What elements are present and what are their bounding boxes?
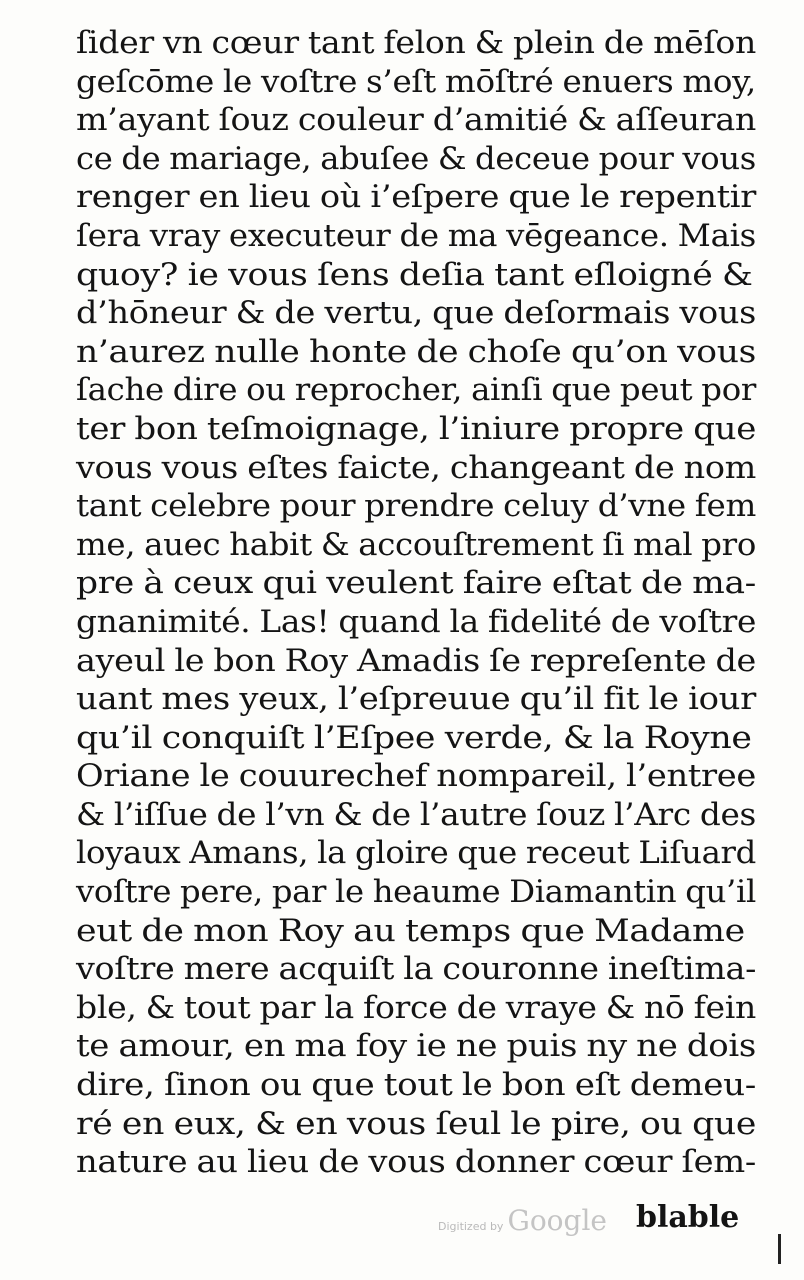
text-line: me, auec habit & accouſtrement ſi mal pro [76,526,757,563]
text-line: tant celebre pour prendre celuy d’vne fem [76,488,756,525]
text-line: gnanimité. Las! quand la fidelité de voſtre [76,603,757,640]
text-line: ter bon teſmoignage, l’iniure propre que [76,410,756,447]
text-line: nature au lieu de vous donner cœur ſem- [76,1144,757,1181]
text-line: te amour, en ma foy ie ne puis ny ne dois [76,1028,756,1065]
google-logo: Google [507,1204,607,1237]
text-line: renger en lieu où i’eſpere que le repentir [76,179,756,216]
text-line: ayeul le bon Roy Amadis ſe repreſente de [76,642,757,679]
text-line: ſider vn cœur tant felon & plein de mēſon [76,25,757,61]
text-line: uant mes yeux, l’eſpreuue qu’il fit le iour [76,681,756,718]
text-line: ſache dire ou reprocher, ainſi que peut por [76,372,757,409]
text-line: quoy? ie vous ſens deſia tant eſloigné & [76,256,753,293]
text-line: ſera vray executeur de ma vēgeance. Mais [76,217,756,254]
running-head [220,0,600,12]
text-line: ce de mariage, abuſee & deceue pour vous [76,140,757,177]
text-line: ré en eux, & en vous ſeul le pire, ou que [76,1105,757,1142]
text-line: eut de mon Roy au temps que Madame [76,912,745,949]
text-line: dire, ſinon ou que tout le bon eſt demeu- [76,1067,757,1104]
text-line: voſtre mere acquiſt la couronne ineſtima- [76,951,757,988]
text-line: d’hōneur & de vertu, que deſormais vous [76,295,757,332]
watermark-prefix: Digitized by [438,1220,504,1233]
text-line: pre à ceux qui veulent faire eſtat de ma- [76,565,756,602]
catchword: blable [636,1200,740,1235]
text-line: & l’iſſue de l’vn & de l’autre ſouz l’Arc des [76,796,756,833]
digitized-watermark [438,1204,607,1237]
text-line: Oriane le couurechef nompareil, l’entree [76,758,756,795]
text-line: vous vous eſtes faicte, changeant de nom [76,449,756,486]
text-line: m’ayant ſouz couleur d’amitié & aſſeuran [76,102,757,139]
margin-rule [778,1234,781,1264]
text-line: qu’il conquiſt l’Eſpee verde, & la Royne [76,719,752,756]
body-text [76,24,756,1182]
text-line: n’aurez nulle honte de choſe qu’on vous [76,333,756,370]
text-line: geſcōme le voſtre s’eſt mōſtré enuers moy, [76,63,756,100]
text-line: voſtre pere, par le heaume Diamantin qu’il [76,874,756,911]
text-line: loyaux Amans, la gloire que receut Liſuard [76,835,757,872]
text-line: ble, & tout par la force de vraye & nō fein [76,989,757,1026]
